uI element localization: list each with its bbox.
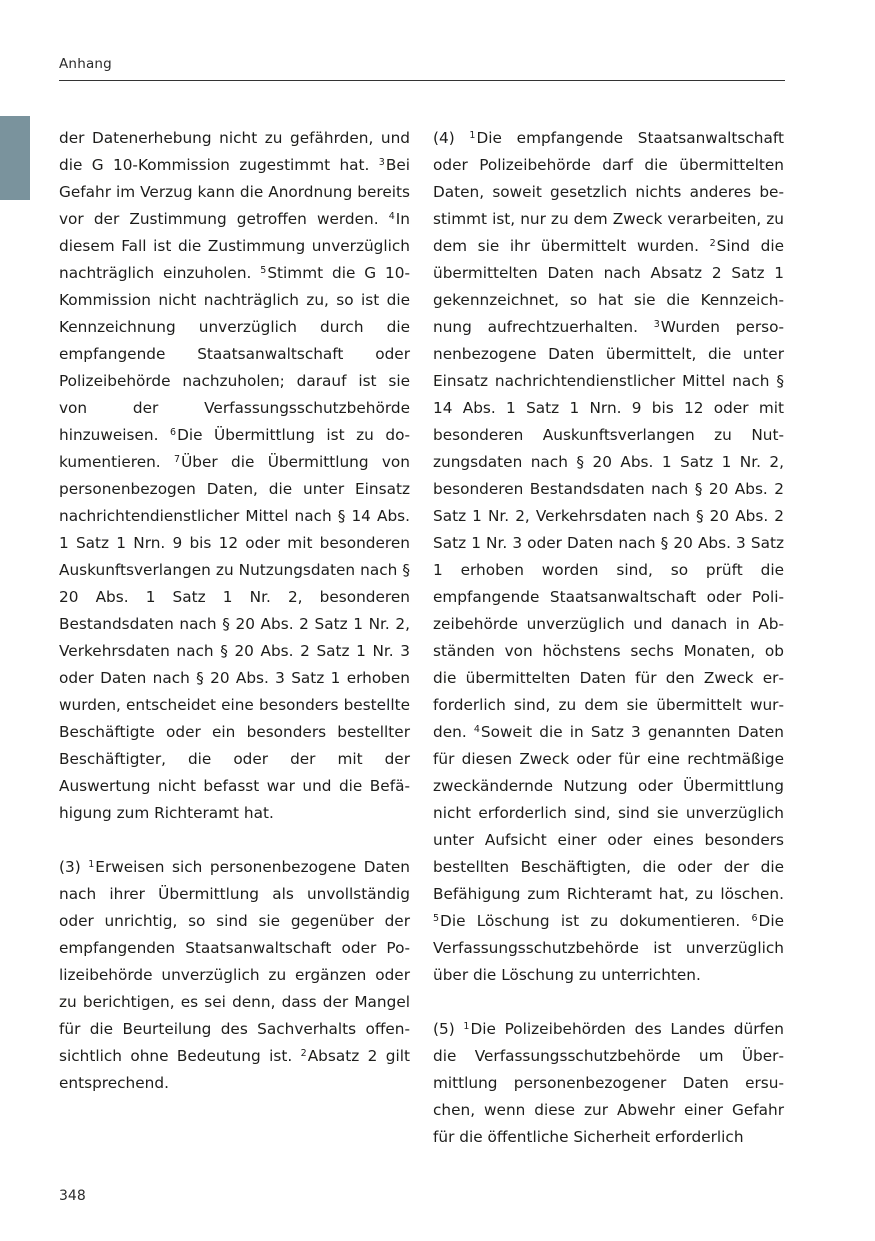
- header-title: Anhang: [59, 56, 112, 72]
- sentence-text: In diesem Fall ist die Zustimmung unverzüglich nachträglich einzuholen.: [59, 210, 410, 282]
- left-column: [59, 125, 410, 1097]
- sentence-number: 7: [174, 454, 181, 465]
- sentence-text: Wurden personenbezogene Daten übermittelt, die unter Einsatz nachrichtendienstlicher Mittel nach § 14 Abs. 1 Satz 1 Nrn. 9 bis 12 oder mit besonderen Auskunftsverlangen zu Nutzungsdaten nach § 20 Abs. 1 Satz 1 Nr. 2, besonderen Bestandsdaten nach § 20 Abs. 2 Satz 1 Nr. 2, Verkehrsdaten nach § 20 Abs. 2 Satz 1 Nr. 3 oder Daten nach § 20 Abs. 3 Satz 1 erhoben worden sind, so prüft die empfangende Staatsanwaltschaft oder Polizeibehörde unverzüglich und danach in Abständen von höchstens sechs Monaten, ob die übermittelten Daten für den Zweck erforderlich sind, zu dem sie übermittelt wurden.: [433, 318, 784, 741]
- sentence-text: Die Polizeibehörden des Landes dürfen die Verfassungsschutzbehörde um Übermittlung personenbezogener Daten ersuchen, wenn diese zur Abwehr einer Gefahr für die öffentliche Sicherheit erforderlich: [433, 1020, 784, 1146]
- sentence-text: Über die Übermittlung von personenbezogen Daten, die unter Einsatz nachrichtendienstlicher Mittel nach § 14 Abs. 1 Satz 1 Nrn. 9 bis 12 oder mit besonderen Auskunftsverlangen zu Nutzungsdaten nach § 20 Abs. 1 Satz 1 Nr. 2, besonderen Bestandsdaten nach § 20 Abs. 2 Satz 1 Nr. 2, Verkehrsdaten nach § 20 Abs. 2 Satz 1 Nr. 3 oder Daten nach § 20 Abs. 3 Satz 1 erhoben wurden, entscheidet eine besonders bestellte Beschäftigte oder ein besonders bestellter Beschäftigter, die oder der mit der Auswertung nicht befasst war und die Befähigung zum Richteramt hat.: [59, 453, 410, 822]
- sentence-number: 3: [653, 319, 660, 330]
- sentence-text: Die empfangende Staatsanwaltschaft oder Polizeibehörde darf die übermittelten Daten, soweit gesetzlich nichts anderes bestimmt ist, nur zu dem Zweck verarbeiten, zu dem sie ihr übermittelt wurden.: [433, 129, 784, 255]
- sentence-number: 1: [463, 1021, 470, 1032]
- sentence-number: 5: [260, 265, 267, 276]
- sentence-text: Stimmt die G 10-Kommission nicht nachträglich zu, so ist die Kennzeichnung unverzüglich durch die empfangende Staatsanwaltschaft oder Polizeibehörde nachzuholen; darauf ist sie von der Verfassungsschutzbehörde hinzuweisen.: [59, 264, 410, 444]
- sentence-text: Absatz 2 gilt entsprechend.: [59, 1047, 410, 1092]
- paragraph-number: (5): [433, 1020, 455, 1038]
- sentence-text: Soweit die in Satz 3 genannten Daten für diesen Zweck oder für eine rechtmäßige zweckändernde Nutzung oder Übermittlung nicht erforderlich sind, sind sie unverzüglich unter Aufsicht einer oder eines besonders bestellten Beschäftigten, die oder der die Befähigung zum Richteramt hat, zu löschen.: [433, 723, 784, 903]
- sentence-number: 1: [469, 130, 476, 141]
- running-header: [59, 55, 785, 81]
- sentence-number: 6: [751, 913, 758, 924]
- sentence-number: 5: [433, 913, 440, 924]
- sentence-text: der Datenerhebung nicht zu gefährden, und die G 10-Kommission zugestimmt hat.: [59, 129, 410, 174]
- page-number: 348: [59, 1188, 86, 1204]
- paragraph-3: [59, 854, 410, 1097]
- sentence-number: 2: [300, 1048, 307, 1059]
- sentence-number: 4: [388, 211, 395, 222]
- sentence-text: Die Löschung ist zu dokumentieren.: [440, 912, 741, 930]
- paragraph-continuation: [59, 125, 410, 827]
- sentence-text: Bei Gefahr im Verzug kann die Anordnung bereits vor der Zustimmung getroffen werden.: [59, 156, 410, 228]
- sentence-text: Sind die übermittelten Daten nach Absatz 2 Satz 1 gekennzeichnet, so hat sie die Kennzeichnung aufrechtzuerhalten.: [433, 237, 784, 336]
- paragraph-5: [433, 1016, 784, 1151]
- paragraph-number: (4): [433, 129, 455, 147]
- paragraph-number: (3): [59, 858, 81, 876]
- sentence-text: Erweisen sich personenbezogene Daten nach ihrer Übermittlung als unvollständig oder unrichtig, so sind sie gegenüber der empfangenden Staatsanwaltschaft oder Polizeibehörde unverzüglich zu ergänzen oder zu berichtigen, es sei denn, dass der Mangel für die Beurteilung des Sachverhalts offensichtlich ohne Bedeutung ist.: [59, 858, 410, 1065]
- sentence-number: 3: [378, 157, 385, 168]
- sentence-number: 1: [88, 859, 95, 870]
- chapter-tab-marker: [0, 116, 30, 200]
- sentence-number: 2: [709, 238, 716, 249]
- paragraph-4: [433, 125, 784, 989]
- sentence-number: 4: [473, 724, 480, 735]
- right-column: [433, 125, 784, 1151]
- sentence-text: Die Übermittlung ist zu dokumentieren.: [59, 426, 410, 471]
- sentence-number: 6: [170, 427, 177, 438]
- sentence-text: Die Verfassungsschutzbehörde ist unverzüglich über die Löschung zu unterrichten.: [433, 912, 784, 984]
